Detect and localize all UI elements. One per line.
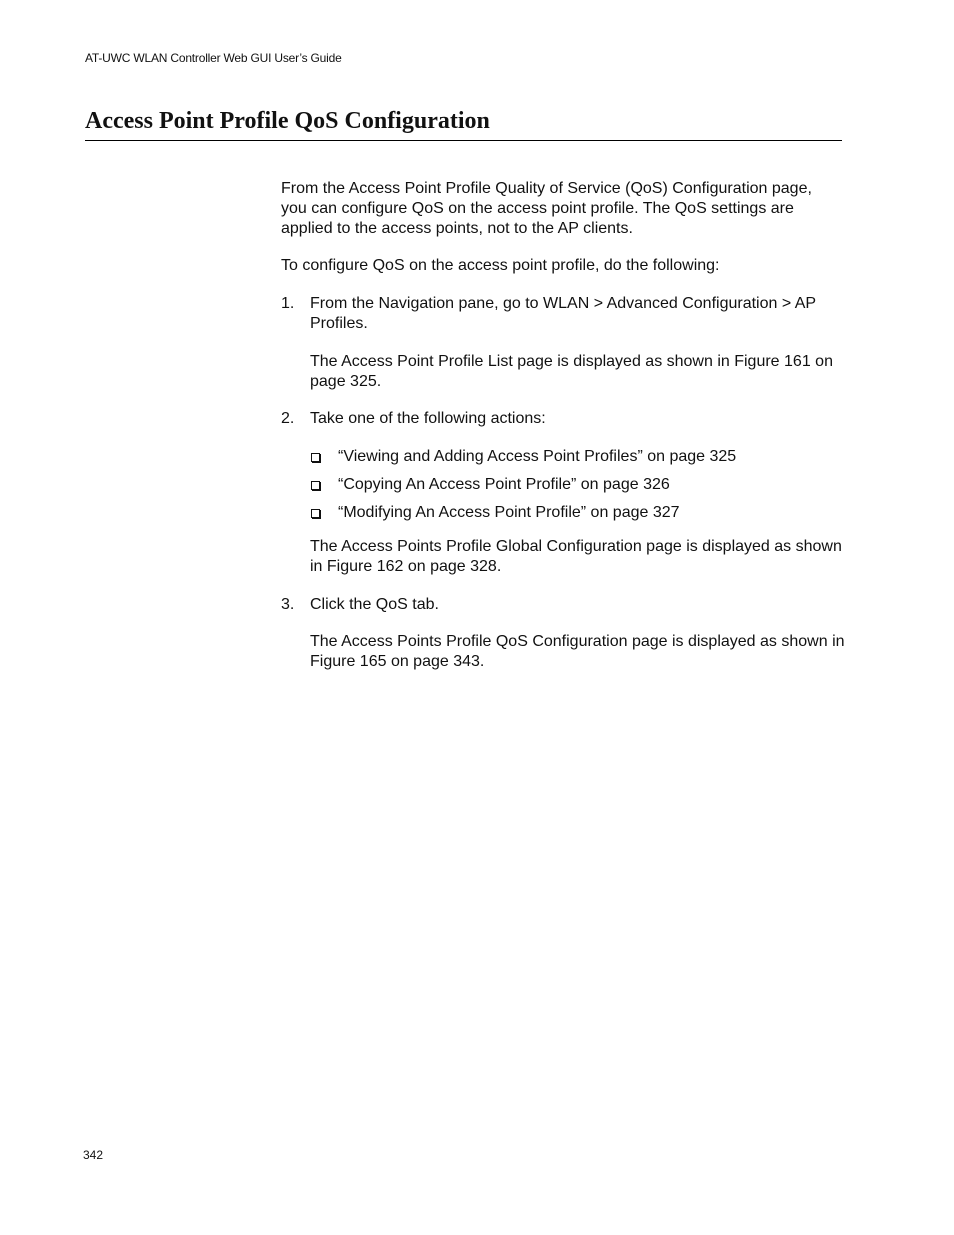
checkbox-bullet-icon (311, 453, 320, 462)
step-text: Click the QoS tab. (310, 596, 439, 613)
step-number: 2. (281, 410, 295, 427)
step-text: From the Navigation pane, go to WLAN > Advanced Configuration > AP Profiles. (310, 295, 816, 332)
step-2-result: The Access Points Profile Global Configuration page is displayed as shown in Figure 162 on page 328. (310, 538, 842, 575)
checkbox-bullet-icon (311, 481, 320, 490)
running-header: AT-UWC WLAN Controller Web GUI User’s Guide (85, 51, 342, 65)
bullet-text: “Modifying An Access Point Profile” on page 327 (338, 504, 680, 521)
bullet-item (310, 475, 840, 495)
step-number: 1. (281, 295, 295, 312)
page-number: 342 (83, 1148, 104, 1162)
checkbox-bullet-icon (311, 509, 320, 518)
step-2 (281, 409, 841, 429)
step-3-result: The Access Points Profile QoS Configuration page is displayed as shown in Figure 165 on page 343. (310, 633, 845, 670)
step-3 (281, 595, 841, 615)
step-1 (281, 294, 841, 334)
instruction-lead-in: To configure QoS on the access point profile, do the following: (281, 257, 720, 274)
step-1-result: The Access Point Profile List page is displayed as shown in Figure 161 on page 325. (310, 353, 833, 390)
section-title: Access Point Profile QoS Configuration (85, 107, 842, 141)
bullet-item (310, 447, 840, 467)
step-number: 3. (281, 596, 295, 613)
bullet-item (310, 503, 840, 523)
step-text: Take one of the following actions: (310, 410, 546, 427)
bullet-text: “Copying An Access Point Profile” on page 326 (338, 476, 670, 493)
intro-paragraph: From the Access Point Profile Quality of Service (QoS) Configuration page, you can configure QoS on the access point profile. The QoS settings are applied to the access points, not to the AP clients. (281, 180, 812, 237)
bullet-text: “Viewing and Adding Access Point Profiles” on page 325 (338, 448, 737, 465)
